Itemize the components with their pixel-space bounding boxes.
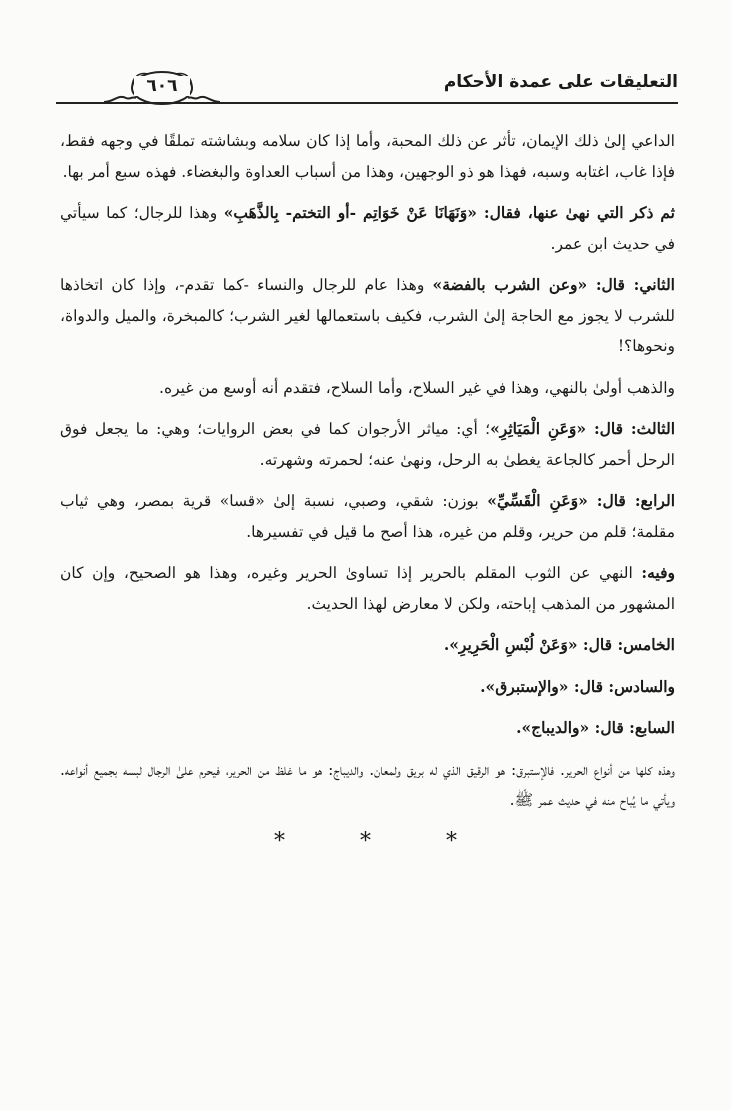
section-separator: * * * — [274, 828, 491, 854]
paragraph-5: الثالث: قال: «وَعَنِ الْمَيَاثِرِ»؛ أي: مياثر الأرجوان كما في بعض الروايات؛ وهي: ما يجعل فوق الرحل أحمر كالجاعة يغطىٰ به الرحل، ونهىٰ عنه؛ لحمرته وشهرته. — [60, 419, 675, 469]
paragraph-1: الداعي إلىٰ ذلك الإيمان، تأثر عن ذلك المحبة، وأما إذا كان سلامه وبشاشته تملقًا في وجهه فقط، فإذا غاب، اغتابه وسبه، فهذا هو ذو الوجهين، وهذا من أسباب العداوة والبغضاء. فهذه سبع أمر بها. — [60, 132, 675, 181]
paragraph-3: الثاني: قال: «وعن الشرب بالفضة» وهذا عام للرجال والنساء -كما تقدم-، وإذا كان اتخاذها للشرب لا يجوز مع الحاجة إلىٰ الشرب، فكيف باستعمالها لغير الشرب؛ كالمبخرة، والميل والدواة، ونحوها؟! — [60, 275, 675, 355]
paragraph-2: ثم ذكر التي نهىٰ عنها، فقال: «وَنَهَانَا عَنْ خَوَاتِم -أو التختم- بِالذَّهَبِ» وهذا للرجال؛ كما سيأتي في حديث ابن عمر. — [60, 203, 675, 253]
paragraph-4: والذهب أولىٰ بالنهي، وهذا في غير السلاح، وأما السلاح، فتقدم أنه أوسع من غيره. — [159, 378, 675, 397]
running-title: التعليقات على عمدة الأحكام — [443, 72, 678, 92]
paragraph-9: والسادس: قال: «والإستبرق». — [480, 676, 675, 696]
page-number: ٦٠٦ — [134, 76, 190, 96]
paragraph-8: الخامس: قال: «وَعَنْ لُبْسِ الْحَرِيرِ». — [443, 635, 675, 654]
page-number-ornament — [102, 68, 222, 106]
page-body — [60, 126, 675, 857]
paragraph-6: الرابع: قال: «وَعَنِ الْقَسِّيِّ» بوزن: شقي، وصبي، نسبة إلىٰ «قسا» قرية بمصر، وهي ثياب مقلمة؛ قلم من حرير، وقلم من غيره، هذا أصح ما قيل في تفسيرها. — [60, 491, 675, 541]
running-header — [56, 64, 678, 114]
paragraph-10: السابع: قال: «والديباج». — [516, 718, 675, 737]
paragraph-7: وفيه: النهي عن الثوب المقلم بالحرير إذا تساوىٰ الحرير وغيره، وهذا هو الصحيح، وإن كان المشهور من المذهب إباحته، ولكن لا معارض لهذا الحديث. — [60, 563, 675, 613]
paragraph-11: وهذه كلها من أنواع الحرير. فالإستبرق: هو الرقيق الذي له بريق ولمعان. والديباج: هو ما غلظ من الحرير، فيحرم علىٰ الرجال لبسه بجميع أنواعه. ويأتي ما يُباح منه في حديث عمر ﷺ. — [60, 760, 675, 809]
